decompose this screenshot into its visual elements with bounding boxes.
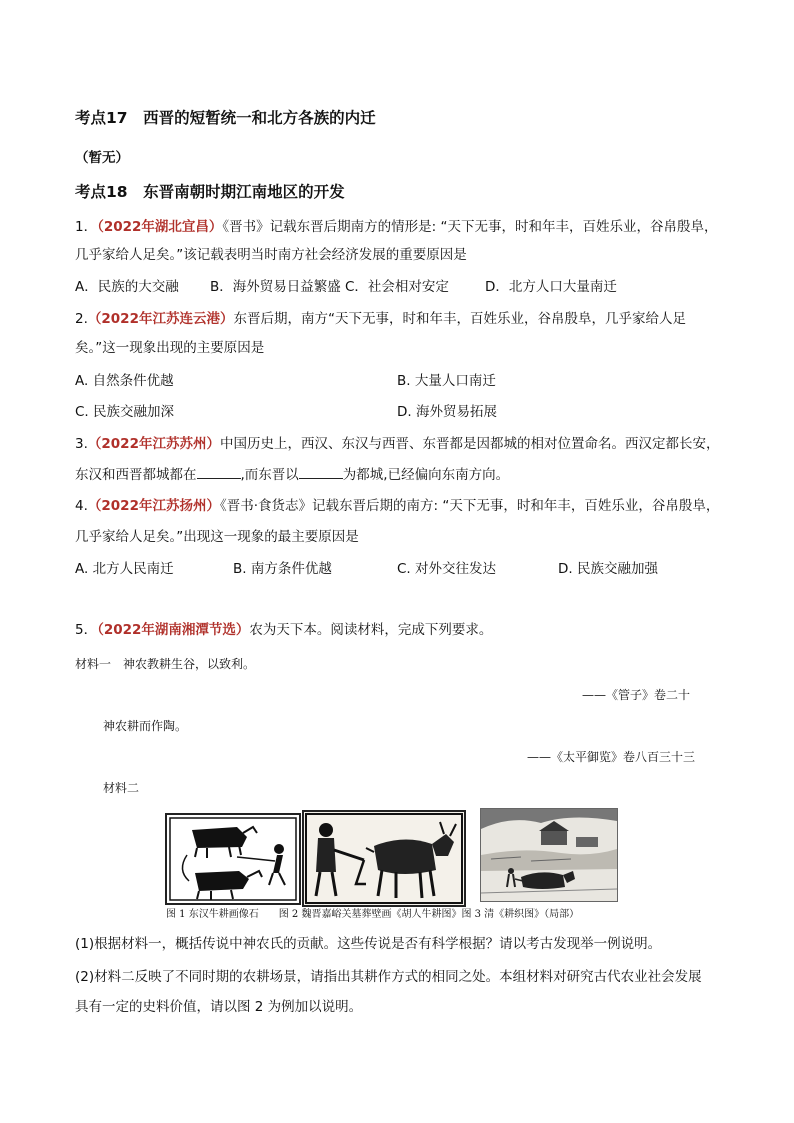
q3-stem2b: ,而东晋以 [240, 467, 299, 483]
material-2-label: 材料二 [103, 781, 140, 795]
q4-stem2: 几乎家给人足矣。”出现这一现象的最主要原因是 [75, 529, 359, 545]
figure-1-ox-plough-drawing [167, 815, 299, 903]
q2-stem1: 东晋后期，南方“天下无事，时和年丰，百姓乐业，谷帛殷阜，几乎家给人足 [233, 311, 686, 327]
figure-3-painting-drawing [481, 809, 617, 901]
q5-subquestion-2-line1: (2)材料二反映了不同时期的农耕场景，请指出其耕作方式的相同之处。本组材料对研究古代农业社会发展 [75, 969, 702, 985]
material-1-text2: 神农耕而作陶。 [103, 719, 188, 733]
q3-blank-2[interactable] [299, 464, 343, 479]
q4-option-b: B. 南方条件优越 [233, 561, 332, 577]
material-1-citation: ——《管子》卷二十 [582, 688, 691, 702]
q4-number: 4. [75, 498, 88, 514]
q1-stem1: 《晋书》记载东晋后期南方的情形是: “天下无事，时和年丰，百姓乐业，谷帛殷阜， [222, 219, 718, 235]
q3-stem-line1 [75, 434, 719, 454]
q2-number: 2. [75, 311, 88, 327]
q2-source: （2022年江苏连云港） [87, 311, 234, 327]
section-17-note: （暂无） [75, 150, 129, 166]
q1-source: （2022年湖北宜昌） [97, 219, 223, 235]
q3-blank-1[interactable] [197, 464, 241, 479]
q2-option-a: A. 自然条件优越 [75, 373, 174, 389]
material-1-text: 材料一 神农教耕生谷，以致利。 [75, 657, 256, 671]
figures-caption: 图 1 东汉牛耕画像石 图 2 魏晋嘉峪关墓葬壁画《胡人牛耕图》图 3 清《耕织图》（局部） [166, 909, 580, 920]
q3-stem2a: 东汉和西晋都城都在 [75, 467, 197, 483]
q1-option-b: B．海外贸易日益繁盛 [210, 279, 341, 295]
q5-stem-line [75, 620, 492, 640]
section-18-title: 考点18 东晋南朝时期江南地区的开发 [75, 183, 345, 201]
q3-stem-line2 [75, 464, 509, 485]
q3-stem1: 中国历史上，西汉、东汉与西晋、东晋都是因都城的相对位置命名。西汉定都长安， [219, 436, 720, 452]
q4-option-d: D. 民族交融加强 [558, 561, 658, 577]
q4-option-c: C. 对外交往发达 [397, 561, 497, 577]
q5-number: 5． [75, 622, 98, 638]
material-1-citation2: ——《太平御览》卷八百三十三 [527, 750, 696, 764]
q1-stem2: 几乎家给人足矣。”该记载表明当时南方社会经济发展的重要原因是 [75, 247, 467, 263]
figure-2-mural-drawing [304, 812, 464, 905]
q1-stem-line1 [75, 217, 718, 237]
q2-stem-line1 [75, 309, 686, 329]
q2-stem2: 矣。”这一现象出现的主要原因是 [75, 340, 265, 356]
section-17-title: 考点17 西晋的短暂统一和北方各族的内迁 [75, 109, 376, 127]
q1-option-a: A．民族的大交融 [75, 279, 179, 295]
q1-option-d: D．北方人口大量南迁 [485, 279, 617, 295]
q4-source: （2022年江苏扬州） [87, 498, 220, 514]
q1-option-c: C．社会相对安定 [345, 279, 449, 295]
q3-number: 3. [75, 436, 88, 452]
figure-1-image [165, 813, 301, 905]
figure-2-image [302, 810, 466, 907]
q2-option-b: B. 大量人口南迁 [397, 373, 496, 389]
q3-stem2c: 为都城,已经偏向东南方向。 [342, 467, 510, 483]
q5-source: （2022年湖南湘潭节选） [97, 622, 250, 638]
figure-3-image [480, 808, 618, 902]
q2-option-c: C. 民族交融加深 [75, 404, 175, 420]
q5-subquestion-1: (1)根据材料一，概括传说中神农氏的贡献。这些传说是否有科学根据？请以考古发现举一例说明。 [75, 936, 662, 952]
q4-stem1: 《晋书·食货志》记载东晋后期的南方: “天下无事，时和年丰，百姓乐业，谷帛殷阜， [219, 498, 720, 514]
q2-option-d: D. 海外贸易拓展 [397, 404, 497, 420]
q5-subquestion-2-line2: 具有一定的史料价值，请以图 2 为例加以说明。 [75, 999, 363, 1015]
q5-stem: 农为天下本。阅读材料，完成下列要求。 [249, 622, 493, 638]
q1-number: 1． [75, 219, 98, 235]
q4-option-a: A. 北方人民南迁 [75, 561, 174, 577]
q3-source: （2022年江苏苏州） [87, 436, 220, 452]
q4-stem-line1 [75, 496, 719, 516]
